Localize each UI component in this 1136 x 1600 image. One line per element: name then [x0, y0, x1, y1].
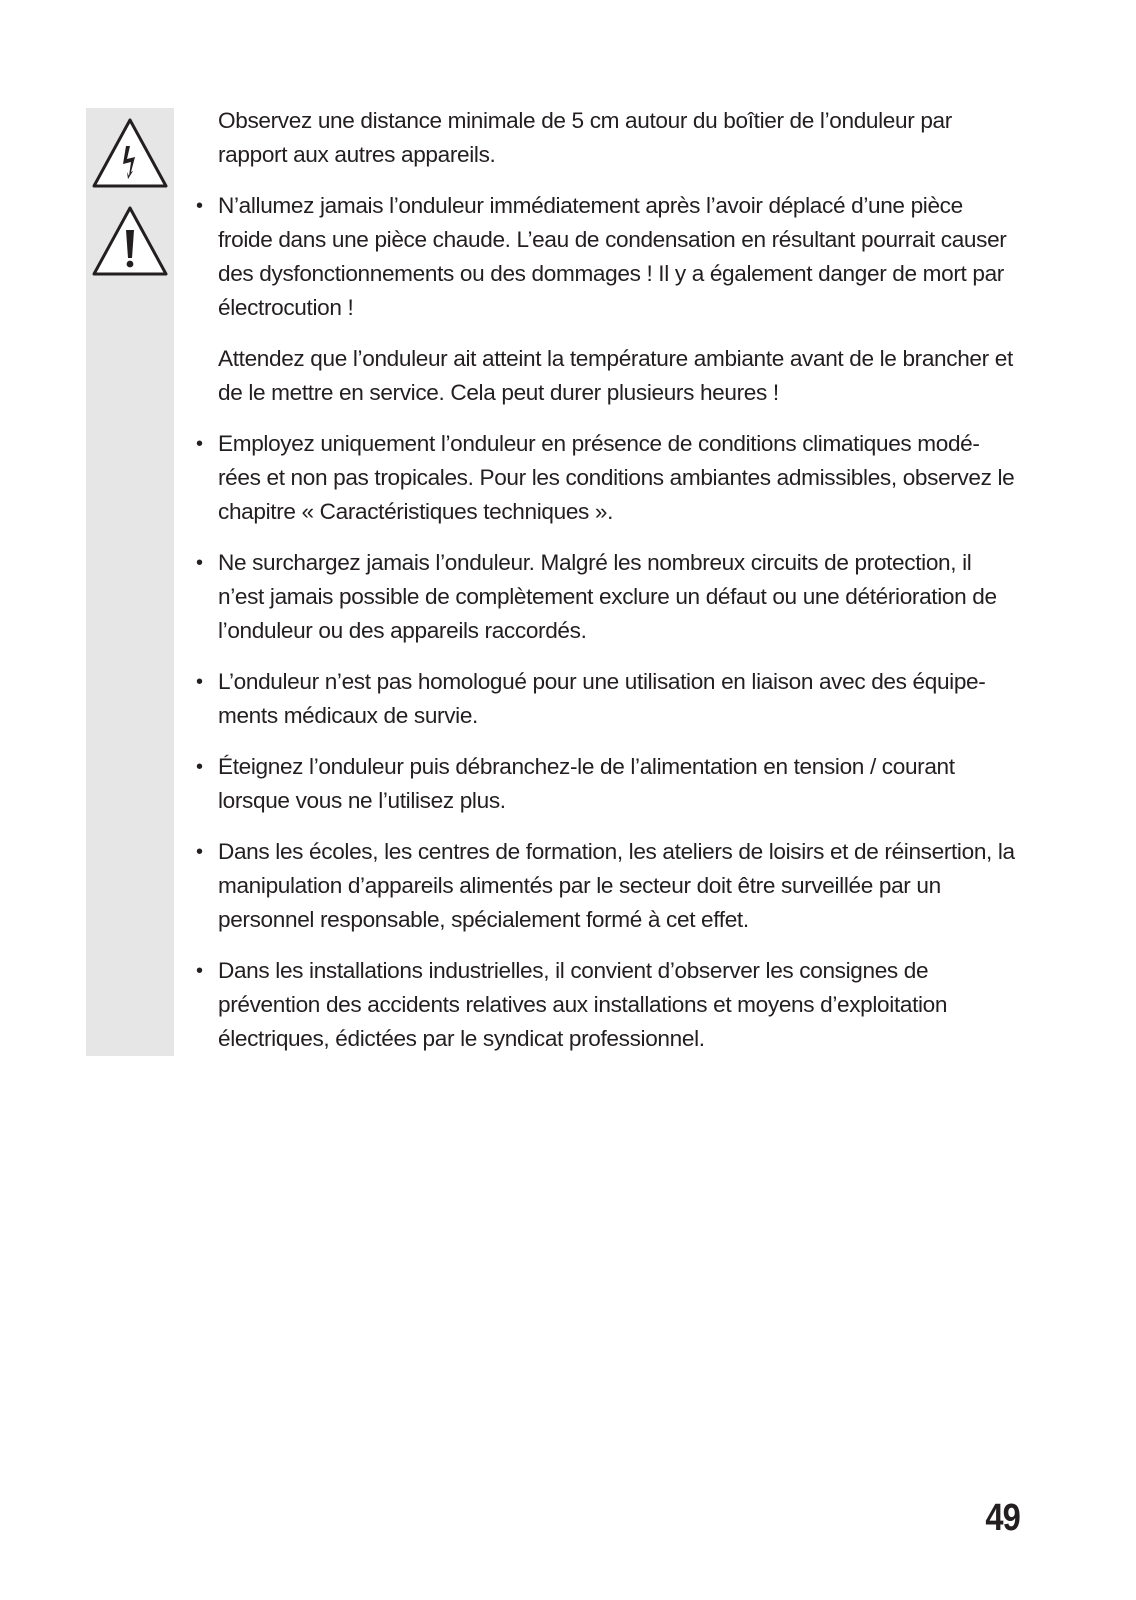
bullet-marker: •: [196, 433, 203, 455]
bullet-marker: •: [196, 552, 203, 574]
bullet-marker: •: [196, 841, 203, 863]
paragraph-text: Dans les écoles, les centres de formation, les ateliers de loisirs et de réinsertion, la manipulation d’appareils alimentés par le secteur doit être surveillée par un personnel responsable, spécialement formé à cet effet.: [218, 839, 1015, 932]
paragraph-text: Éteignez l’onduleur puis débranchez-le de l’alimentation en tension / courant lorsque vous ne l’utilisez plus.: [218, 754, 955, 813]
safety-instructions: [196, 104, 1018, 1073]
page-number: 49: [985, 1497, 1020, 1539]
paragraph-text: Employez uniquement l’onduleur en présence de conditions climatiques modé-rées et non pas tropicales. Pour les conditions ambiantes admissibles, observez le chapitre « Caractéristiques techniques ».: [218, 431, 1015, 524]
bullet-item: [196, 954, 1018, 1056]
paragraph-text: Dans les installations industrielles, il convient d’observer les consignes de prévention des accidents relatives aux installations et moyens d’exploitation électriques, édictées par le syndicat professionnel.: [218, 958, 948, 1051]
bullet-item: [196, 189, 1018, 325]
paragraph-text: N’allumez jamais l’onduleur immédiatement après l’avoir déplacé d’une pièce froide dans une pièce chaude. L’eau de condensation en résultant pourrait causer des dysfonctionnements ou des dommages ! Il y a également danger de mort par électrocution !: [218, 193, 1007, 320]
paragraph: [196, 342, 1018, 410]
paragraph-text: Observez une distance minimale de 5 cm autour du boîtier de l’onduleur par rapport aux autres appareils.: [218, 108, 952, 167]
paragraph-text: L’onduleur n’est pas homologué pour une utilisation en liaison avec des équipe-ments médicaux de survie.: [218, 669, 986, 728]
paragraph-text: Ne surchargez jamais l’onduleur. Malgré les nombreux circuits de protection, il n’est jamais possible de complètement exclure un défaut ou une détérioration de l’onduleur ou des appareils raccordés.: [218, 550, 997, 643]
bullet-item: [196, 750, 1018, 818]
paragraph-text: Attendez que l’onduleur ait atteint la température ambiante avant de le brancher et de le mettre en service. Cela peut durer plusieurs heures !: [218, 346, 1013, 405]
bullet-item: [196, 546, 1018, 648]
electric-shock-warning-icon: [90, 116, 170, 192]
bullet-marker: •: [196, 195, 203, 217]
bullet-item: [196, 665, 1018, 733]
bullet-item: [196, 835, 1018, 937]
bullet-item: [196, 427, 1018, 529]
bullet-marker: •: [196, 756, 203, 778]
bullet-marker: •: [196, 671, 203, 693]
bullet-marker: •: [196, 960, 203, 982]
paragraph: [196, 104, 1018, 172]
exclamation-warning-icon: [90, 204, 170, 280]
